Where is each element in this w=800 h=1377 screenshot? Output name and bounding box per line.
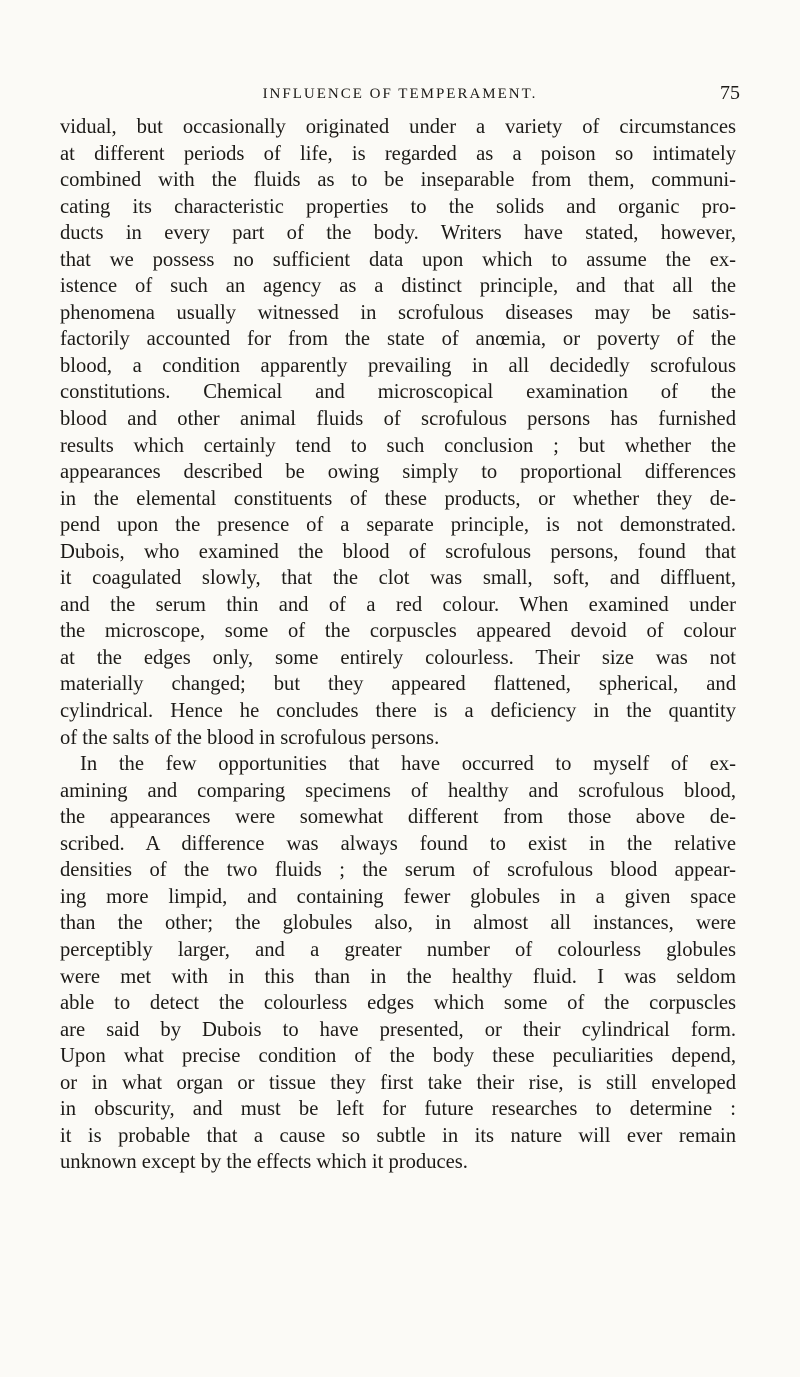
text-line: the microscope, some of the corpuscles appeared devoid of colour — [60, 620, 736, 643]
text-line: Upon what precise condition of the body these peculiarities depend, — [60, 1045, 736, 1068]
text-line: in obscurity, and must be left for future researches to determine : — [60, 1098, 736, 1121]
text-line: In the few opportunities that have occurred to myself of ex- — [80, 753, 736, 776]
text-line: combined with the fluids as to be inseparable from them, communi- — [60, 169, 736, 192]
text-line: materially changed; but they appeared flattened, spherical, and — [60, 673, 736, 696]
text-line: scribed. A difference was always found to exist in the relative — [60, 832, 736, 855]
text-line: at the edges only, some entirely colourless. Their size was not — [60, 646, 736, 669]
text-line: it coagulated slowly, that the clot was small, soft, and diffluent, — [60, 567, 736, 590]
text-line: densities of the two fluids ; the serum of scrofulous blood appear- — [60, 859, 736, 882]
text-line: are said by Dubois to have presented, or their cylindrical form. — [60, 1018, 736, 1041]
text-line: blood, a condition apparently prevailing in all decidedly scrofulous — [60, 354, 736, 377]
text-line: factorily accounted for from the state of anœmia, or poverty of the — [60, 328, 736, 351]
text-line: pend upon the presence of a separate principle, is not demonstrated. — [60, 514, 736, 537]
text-line: and the serum thin and of a red colour. When examined under — [60, 593, 736, 616]
paragraph-2 — [60, 751, 736, 1176]
text-line: perceptibly larger, and a greater number of colourless globules — [60, 938, 736, 961]
text-line: it is probable that a cause so subtle in its nature will ever remain — [60, 1124, 736, 1147]
paragraph-1 — [60, 114, 736, 751]
running-head — [60, 82, 740, 112]
text-line: the appearances were somewhat different from those above de- — [60, 806, 736, 829]
text-line: ducts in every part of the body. Writers have stated, however, — [60, 222, 736, 245]
text-line: in the elemental constituents of these products, or whether they de- — [60, 487, 736, 510]
body-text — [60, 114, 736, 1176]
text-line: amining and comparing specimens of healthy and scrofulous blood, — [60, 779, 736, 802]
text-line: blood and other animal fluids of scrofulous persons has furnished — [60, 408, 736, 431]
text-line: vidual, but occasionally originated under a variety of circumstances — [60, 116, 736, 138]
text-line: Dubois, who examined the blood of scrofulous persons, found that — [60, 540, 736, 563]
text-line: that we possess no sufficient data upon which to assume the ex- — [60, 248, 736, 271]
text-line: than the other; the globules also, in almost all instances, were — [60, 912, 736, 935]
text-line: ing more limpid, and containing fewer globules in a given space — [60, 885, 736, 908]
text-line: constitutions. Chemical and microscopical examination of the — [60, 381, 736, 404]
text-line: at different periods of life, is regarded as a poison so intimately — [60, 142, 736, 165]
text-line: unknown except by the effects which it produces. — [60, 1151, 468, 1174]
text-line: appearances described be owing simply to proportional differences — [60, 461, 736, 484]
text-line: cylindrical. Hence he concludes there is a deficiency in the quantity — [60, 700, 736, 723]
running-title: INFLUENCE OF TEMPERAMENT. — [262, 86, 538, 102]
page-number: 75 — [720, 82, 740, 104]
text-line: istence of such an agency as a distinct principle, and that all the — [60, 275, 736, 298]
text-line: results which certainly tend to such conclusion ; but whether the — [60, 434, 736, 457]
text-line: cating its characteristic properties to the solids and organic pro- — [60, 195, 736, 218]
text-line: of the salts of the blood in scrofulous persons. — [60, 726, 440, 749]
text-line: or in what organ or tissue they first take their rise, is still enveloped — [60, 1071, 736, 1094]
text-line: were met with in this than in the healthy fluid. I was seldom — [60, 965, 736, 988]
text-line: able to detect the colourless edges which some of the corpuscles — [60, 992, 736, 1015]
text-line: phenomena usually witnessed in scrofulous diseases may be satis- — [60, 301, 736, 324]
